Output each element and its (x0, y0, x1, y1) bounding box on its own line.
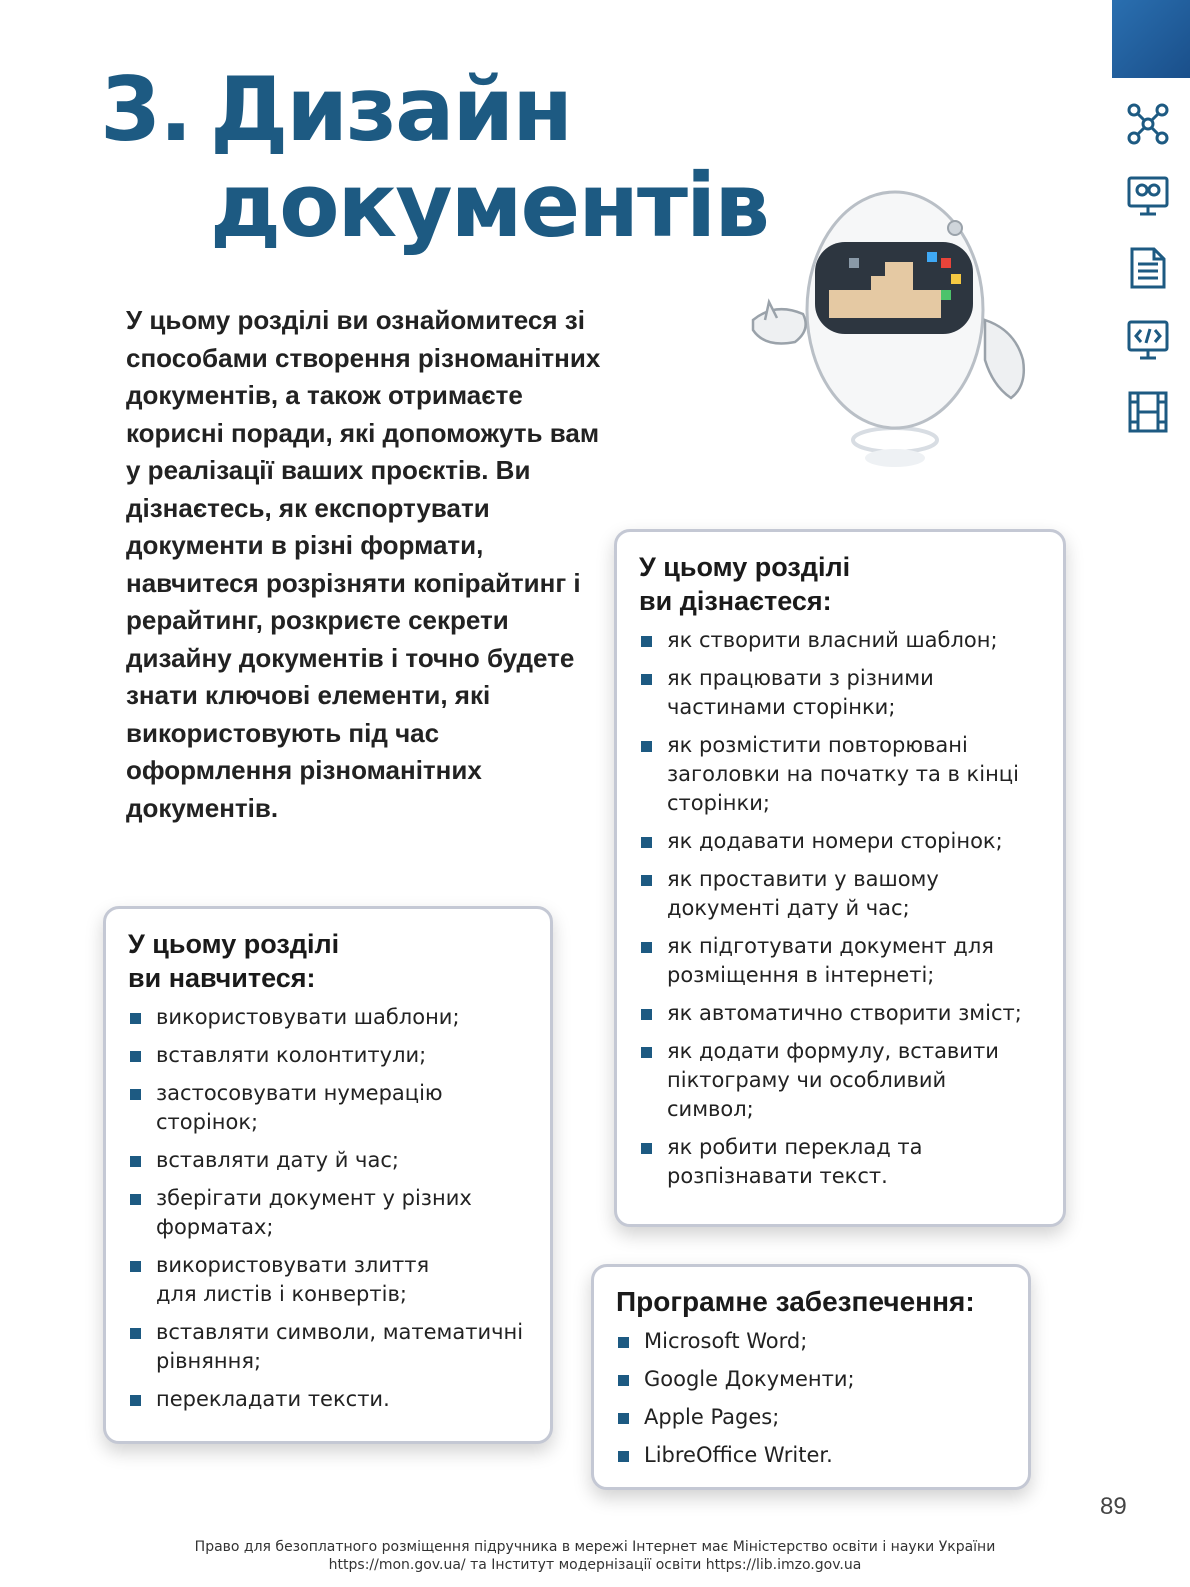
chapter-number: 3. (100, 58, 191, 161)
list-item-text: вставляти символи, математичні рівняння; (156, 1320, 524, 1373)
list-item-text: як робити переклад та розпізнавати текст. (667, 1135, 923, 1188)
list-item (639, 664, 969, 722)
square-bullet-icon (641, 1009, 652, 1020)
software-list (616, 1327, 1006, 1470)
page-footer (0, 1538, 1190, 1574)
list-item (616, 1365, 1006, 1394)
square-bullet-icon (641, 942, 652, 953)
square-bullet-icon (130, 1156, 141, 1167)
list-item-text: використовувати злиття для листів і конвертів; (156, 1253, 430, 1306)
side-tab-accent (1112, 0, 1190, 78)
document-icon (1118, 244, 1178, 292)
list-item (128, 1146, 528, 1175)
know-card (614, 529, 1066, 1227)
list-item-text: як підготувати документ для розміщення в інтернеті; (667, 934, 994, 987)
list-item (128, 1251, 468, 1309)
list-item-text: вставляти колонтитули; (156, 1043, 427, 1067)
learn-card-heading-line1: У цьому розділі (128, 929, 340, 959)
list-item (639, 932, 1041, 990)
square-bullet-icon (641, 837, 652, 848)
list-item-text: як розмістити повторювані заголовки на початку та в кінці сторінки; (667, 733, 1019, 815)
list-item-text: застосовувати нумерацію сторінок; (156, 1081, 443, 1134)
square-bullet-icon (130, 1013, 141, 1024)
learn-card-heading (128, 927, 528, 995)
list-item (639, 1133, 939, 1191)
list-item-text: як створити власний шаблон; (667, 628, 998, 652)
list-item-text: як проставити у вашому документі дату й час; (667, 867, 939, 920)
square-bullet-icon (641, 674, 652, 685)
list-item-text: LibreOffice Writer. (644, 1443, 833, 1467)
list-item (616, 1327, 1006, 1356)
chapter-title-line1: Дизайн (210, 58, 572, 161)
list-item (128, 1003, 528, 1032)
list-item (639, 1037, 1009, 1124)
list-item-text: перекладати тексти. (156, 1387, 390, 1411)
list-item-text: Microsoft Word; (644, 1329, 808, 1353)
square-bullet-icon (130, 1395, 141, 1406)
learn-card-heading-line2: ви навчитеся: (128, 963, 316, 993)
list-item (639, 827, 1041, 856)
film-icon (1118, 388, 1178, 436)
list-item-text: як автоматично створити зміст; (667, 1001, 1022, 1025)
know-card-heading-line1: У цьому розділі (639, 552, 851, 582)
learn-card (103, 906, 553, 1444)
list-item (639, 626, 1041, 655)
list-item (616, 1403, 1006, 1432)
footer-line2: https://mon.gov.ua/ та Інститут модернізації освіти https://lib.imzo.gov.ua (328, 1557, 862, 1573)
square-bullet-icon (618, 1451, 629, 1462)
list-item (128, 1041, 528, 1070)
list-item-text: як додати формулу, вставити піктограму чи особливий символ; (667, 1039, 999, 1121)
list-item-text: Apple Pages; (644, 1405, 780, 1429)
list-item-text: використовувати шаблони; (156, 1005, 460, 1029)
know-card-heading-line2: ви дізнаєтеся: (639, 586, 832, 616)
code-monitor-icon (1118, 316, 1178, 364)
square-bullet-icon (130, 1051, 141, 1062)
square-bullet-icon (618, 1375, 629, 1386)
list-item-text: Google Документи; (644, 1367, 855, 1391)
list-item (128, 1079, 468, 1137)
footer-line1: Право для безоплатного розміщення підручника в мережі Інтернет має Міністерство освіти і науки України (194, 1539, 996, 1555)
square-bullet-icon (130, 1261, 141, 1272)
list-item (639, 865, 979, 923)
list-item (128, 1385, 528, 1414)
list-item-text: вставляти дату й час; (156, 1148, 399, 1172)
know-card-heading (639, 550, 1041, 618)
square-bullet-icon (641, 1047, 652, 1058)
square-bullet-icon (130, 1194, 141, 1205)
square-bullet-icon (641, 636, 652, 647)
square-bullet-icon (130, 1089, 141, 1100)
side-icon-bar (1118, 100, 1178, 460)
square-bullet-icon (641, 1143, 652, 1154)
page-number: 89 (1100, 1493, 1127, 1520)
chapter-title-line2: документів (210, 154, 768, 257)
list-item (639, 731, 1041, 818)
chapter-title (100, 58, 768, 257)
square-bullet-icon (618, 1337, 629, 1348)
list-item-text: зберігати документ у різних форматах; (156, 1186, 472, 1239)
list-item-text: як додавати номери сторінок; (667, 829, 1003, 853)
robot-illustration (745, 190, 1045, 490)
square-bullet-icon (641, 741, 652, 752)
software-card-heading: Програмне забезпечення: (616, 1286, 975, 1317)
list-item (128, 1184, 478, 1242)
network-icon (1118, 100, 1178, 148)
list-item (639, 999, 1041, 1028)
square-bullet-icon (641, 875, 652, 886)
square-bullet-icon (618, 1413, 629, 1424)
list-item (128, 1318, 528, 1376)
know-list (639, 626, 1041, 1191)
square-bullet-icon (130, 1328, 141, 1339)
list-item-text: як працювати з різними частинами сторінки; (667, 666, 934, 719)
learn-list (128, 1003, 528, 1414)
software-card (591, 1264, 1031, 1490)
eyes-monitor-icon (1118, 172, 1178, 220)
list-item (616, 1441, 1006, 1470)
intro-paragraph: У цьому розділі ви ознайомитеся зі способами створення різноманітних документів, а також отримаєте корисні поради, які допоможуть вам у реалізації ваших проєктів. Ви дізнаєтесь, як експортувати документи в різні формати, навчитеся розрізняти копірайтинг і рерайтинг, розкриєте секрети дизайну документів і точно будете знати ключові елементи, які використовують під час оформлення різноманітних документів. (126, 305, 601, 823)
